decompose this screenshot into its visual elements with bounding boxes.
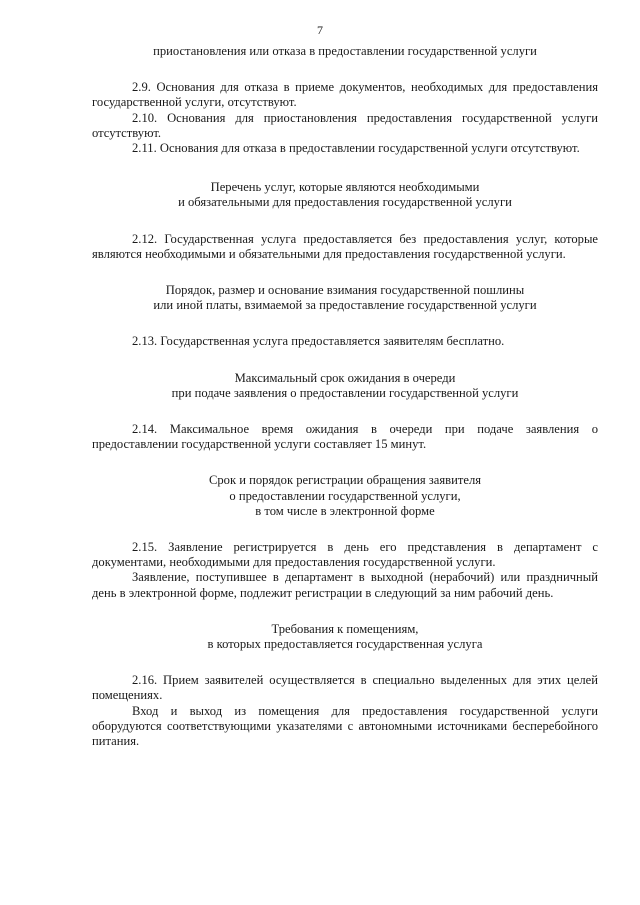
paragraph-2-11: 2.11. Основания для отказа в предоставлении государственной услуги отсутствуют.	[132, 141, 580, 156]
paragraph-2-14: 2.14. Максимальное время ожидания в очереди при подаче заявления о предоставлении государственной услуги составляет 15 минут.	[92, 422, 598, 452]
heading-line: или иной платы, взимаемой за предоставление государственной услуги	[153, 298, 537, 313]
paragraph-2-9: 2.9. Основания для отказа в приеме документов, необходимых для предоставления государственной услуги, отсутствуют.	[92, 80, 598, 110]
heading-line: Срок и порядок регистрации обращения заявителя	[208, 473, 482, 488]
heading-queue	[92, 371, 598, 401]
paragraph-2-13: 2.13. Государственная услуга предоставляется заявителям бесплатно.	[132, 334, 505, 349]
heading-line: в которых предоставляется государственная услуга	[207, 637, 483, 652]
heading-premises	[92, 622, 598, 652]
paragraph-2-10: 2.10. Основания для приостановления предоставления государственной услуги отсутствуют.	[92, 110, 598, 140]
heading-line: Перечень услуг, которые являются необходимыми	[210, 180, 480, 195]
heading-line: и обязательными для предоставления государственной услуги	[178, 195, 512, 210]
paragraph-2-12: 2.12. Государственная услуга предоставляется без предоставления услуг, которые являются необходимыми и обязательными для предоставления государственной услуги.	[92, 231, 598, 261]
heading-fee	[92, 283, 598, 313]
heading-line: при подаче заявления о предоставлении государственной услуги	[171, 385, 519, 400]
page-content	[92, 44, 598, 749]
paragraph-2-16-continued: Вход и выход из помещения для предоставления государственной услуги оборудуются соответствующими указателями с автономными источниками бесперебойного питания.	[92, 703, 598, 749]
heading-registration	[92, 473, 598, 519]
paragraph-2-15-continued: Заявление, поступившее в департамент в выходной (нерабочий) или праздничный день в электронной форме, подлежит регистрации в следующий за ним рабочий день.	[92, 570, 598, 600]
heading-line: Максимальный срок ожидания в очереди	[234, 370, 456, 385]
heading-line: в том числе в электронной форме	[255, 503, 435, 518]
page-number: 7	[317, 23, 323, 37]
heading-services-list	[92, 180, 598, 210]
heading-line: Требования к помещениям,	[271, 621, 419, 636]
heading-line: Порядок, размер и основание взимания государственной пошлины	[165, 283, 525, 298]
paragraph-2-15: 2.15. Заявление регистрируется в день его представления в департамент с документами, необходимыми для предоставления государственной услуги.	[92, 540, 598, 570]
continuation-line: приостановления или отказа в предоставлении государственной услуги	[153, 44, 537, 58]
heading-line: о предоставлении государственной услуги,	[229, 488, 461, 503]
paragraph-2-16: 2.16. Прием заявителей осуществляется в специально выделенных для этих целей помещениях.	[92, 673, 598, 703]
